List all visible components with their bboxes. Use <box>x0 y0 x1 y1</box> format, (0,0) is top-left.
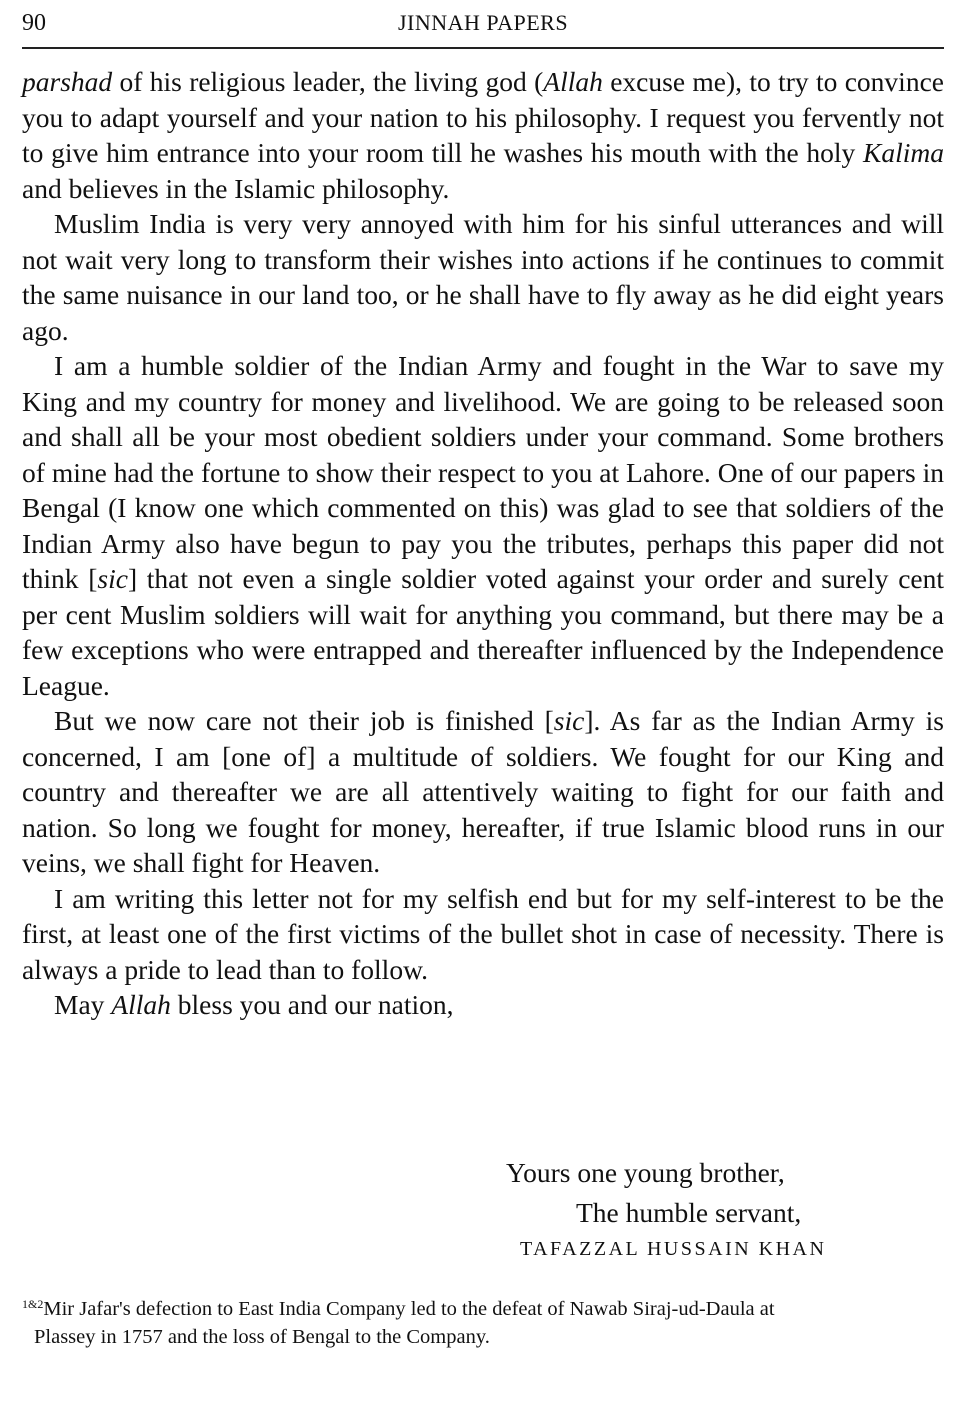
running-title: JINNAH PAPERS <box>397 10 569 35</box>
text-segment: of his religious leader, the living god ( <box>112 66 544 97</box>
text-segment: ]. As far as the Indian Army is concerned, I am [one of] a multitude of soldiers. We fought for our King and country and thereafter we are all attentively waiting to fight for our faith and nation. So long we fought for money, hereafter, if true Islamic blood runs in our veins, we shall fight for Heaven. <box>22 705 944 878</box>
footnote-text: Mir Jafar's defection to East India Company led to the defeat of Nawab Siraj-ud-Daula at <box>43 1298 775 1320</box>
italic-text: parshad <box>22 66 113 97</box>
closing-text: bless you and our nation, <box>170 989 454 1020</box>
italic-text: Allah <box>543 66 603 97</box>
text-segment: But we now care not their job is finished [ <box>54 705 554 736</box>
text-segment: excuse me), to try to convince you to adapt yourself and your nation to his philosophy. I request you fervently not to give him entrance into your room till he washes his mouth with the holy <box>22 66 944 168</box>
text-segment: ] that not even a single soldier voted against your order and surely cent per cent Muslim soldiers will wait for anything you command, but there may be a few exceptions who were entrapped and thereafter influenced by the Independence League. <box>22 563 944 701</box>
paragraph <box>22 64 944 206</box>
footnote-marker: 1&2 <box>22 1297 44 1311</box>
signature-name: TAFAZZAL HUSSAIN KHAN <box>520 1238 827 1260</box>
text-segment: I am writing this letter not for my selfish end but for my self-interest to be the first, at least one of the first victims of the bullet shot in case of necessity. There is always a pride to lead than to follow. <box>22 882 944 985</box>
italic-text: Kalima <box>863 137 944 168</box>
page-header <box>22 8 944 40</box>
footnote-line <box>22 1290 952 1323</box>
paragraph <box>22 348 944 703</box>
closing-line <box>54 987 944 1023</box>
page-number: 90 <box>22 10 46 36</box>
closing-italic: Allah <box>111 989 171 1020</box>
signature-line-2: The humble servant, <box>576 1197 802 1228</box>
header-rule <box>22 47 944 49</box>
paragraph <box>22 206 944 348</box>
text-segment: I am a humble soldier of the Indian Army and fought in the War to save my King and my country for money and livelihood. We are going to be released soon and shall all be your most obedient soldiers under your command. Some brothers of mine had the fortune to show their respect to you at Lahore. One of our papers in Bengal (I know one which commented on this) was glad to see that soldiers of the Indian Army also have begun to pay you the tributes, perhaps this paper did not think [ <box>22 350 944 594</box>
text-segment: Muslim India is very very annoyed with him for his sinful utterances and will not wait very long to transform their wishes into actions if he continues to commit the same nuisance in our land too, or he shall have to fly away as he did eight years ago. <box>22 208 944 346</box>
footnote-line: Plassey in 1757 and the loss of Bengal to the Company. <box>34 1326 490 1348</box>
signature-line-1: Yours one young brother, <box>506 1157 785 1188</box>
footnote <box>22 1290 952 1351</box>
text-segment: and believes in the Islamic philosophy. <box>22 172 450 204</box>
closing-text: May <box>54 989 112 1020</box>
italic-text: sic <box>97 563 128 594</box>
letter-body <box>22 64 944 1023</box>
paragraph <box>22 881 944 988</box>
italic-text: sic <box>553 705 585 736</box>
paragraph <box>22 703 944 881</box>
